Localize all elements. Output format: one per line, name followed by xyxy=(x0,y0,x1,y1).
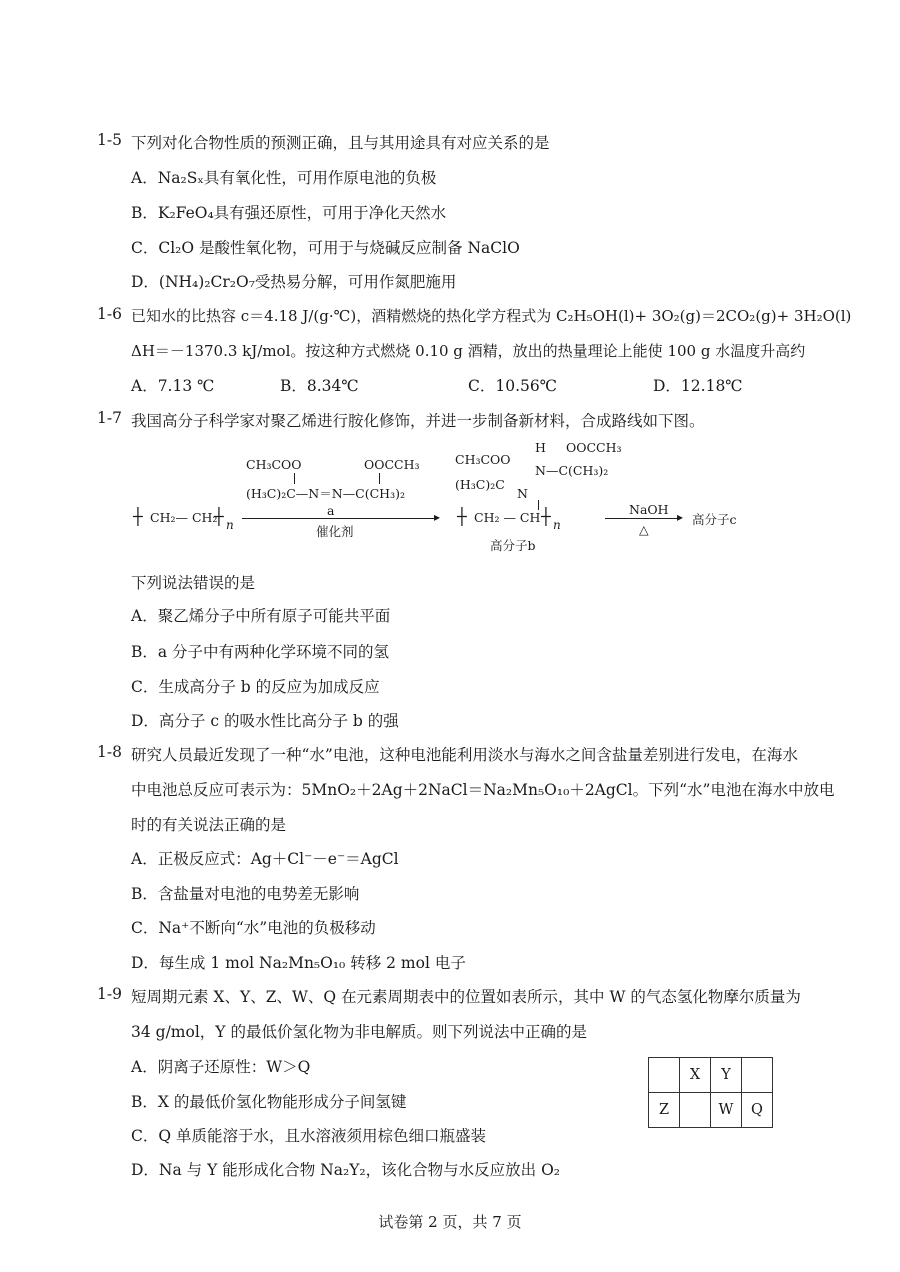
table-cell: W xyxy=(711,1093,742,1128)
product-label: 高分子b xyxy=(490,538,536,553)
option-d: D．(NH₄)₂Cr₂O₇受热易分解，可用作氮肥施用 xyxy=(131,273,457,291)
product-oocch3: OOCCH₃ xyxy=(566,440,622,455)
option-a: A．正极反应式：Ag＋Cl⁻－e⁻＝AgCl xyxy=(131,850,399,868)
question-stem-line2: ΔH＝－1370.3 kJ/mol。按这种方式燃烧 0.10 g 酒精，放出的热量理论上能使 100 g 水温度升高约 xyxy=(131,342,806,360)
reaction-arrow xyxy=(605,518,681,519)
product-backbone: CH₂ — CH xyxy=(474,510,541,525)
option-b: B．K₂FeO₄具有强还原性，可用于净化天然水 xyxy=(131,204,447,222)
arrow-reagent-label: a xyxy=(327,503,335,518)
question-substem: 下列说法错误的是 xyxy=(131,574,256,592)
table-cell: Y xyxy=(711,1058,742,1093)
product-n: N xyxy=(517,486,528,501)
reagent-oocch3: OOCCH₃ xyxy=(364,457,420,472)
table-cell: Z xyxy=(649,1093,680,1128)
option-c: C．Cl₂O 是酸性氧化物，可用于与烧碱反应制备 NaClO xyxy=(131,239,520,257)
product-h: H xyxy=(535,440,546,455)
table-cell: X xyxy=(680,1058,711,1093)
arrow-head: ▸ xyxy=(677,510,684,524)
bracket-open: ┼ xyxy=(457,507,467,526)
reagent-main: (H₃C)₂C—N＝N—C(CH₃)₂ xyxy=(246,486,405,501)
bracket-open: ┼ xyxy=(133,507,143,526)
table-row xyxy=(649,1093,773,1128)
question-stem: 短周期元素 X、Y、Z、W、Q 在元素周期表中的位置如表所示，其中 W 的气态氢化物摩尔质量为 xyxy=(131,988,801,1006)
question-stem: 研究人员最近发现了一种“水”电池，这种电池能利用淡水与海水之间含盐量差别进行发电，在海水 xyxy=(131,746,798,764)
table-row xyxy=(649,1058,773,1093)
polymer-start: CH₂— CH₂ xyxy=(150,510,218,525)
question-stem-line3: 时的有关说法正确的是 xyxy=(131,816,287,834)
reaction-arrow xyxy=(242,518,438,519)
option-c: C．10.56℃ xyxy=(468,377,558,395)
question-stem: 我国高分子科学家对聚乙烯进行胺化修饰，并进一步制备新材料，合成路线如下图。 xyxy=(131,412,705,430)
question-number: 1-8 xyxy=(97,743,122,761)
reagent-ch3coo: CH₃COO xyxy=(246,457,302,472)
product-ch3coo: CH₃COO xyxy=(455,452,511,467)
question-stem: 已知水的比热容 c＝4.18 J/(g·℃)，酒精燃烧的热化学方程式为 C₂H₅OH(l)+ 3O₂(g)＝2CO₂(g)+ 3H₂O(l) xyxy=(131,307,852,325)
question-number: 1-7 xyxy=(97,409,122,427)
question-number: 1-5 xyxy=(97,131,122,149)
table-cell xyxy=(742,1058,773,1093)
arrow-naoh-label: NaOH xyxy=(629,502,669,517)
product-n-right: N—C(CH₃)₂ xyxy=(535,463,609,478)
periodic-table-excerpt xyxy=(648,1057,773,1128)
option-a: A．阴离子还原性：W＞Q xyxy=(131,1058,311,1076)
bond-line xyxy=(538,500,539,510)
repeat-n: n xyxy=(553,518,561,532)
option-c: C．Q 单质能溶于水，且水溶液须用棕色细口瓶盛装 xyxy=(131,1127,486,1145)
option-c: C．Na⁺不断向“水”电池的负极移动 xyxy=(131,919,376,937)
option-d: D．高分子 c 的吸水性比高分子 b 的强 xyxy=(131,712,399,730)
question-number: 1-6 xyxy=(97,305,122,323)
table-cell xyxy=(649,1058,680,1093)
product-left: (H₃C)₂C xyxy=(455,477,505,492)
bond-line xyxy=(379,473,380,484)
option-a: A．7.13 ℃ xyxy=(131,377,215,395)
table-cell xyxy=(680,1093,711,1128)
final-product: 高分子c xyxy=(692,512,737,527)
arrow-head: ▸ xyxy=(434,510,441,524)
bracket-close: ┼ xyxy=(541,507,551,526)
bond-line xyxy=(294,473,295,484)
option-b: B．X 的最低价氢化物能形成分子间氢键 xyxy=(131,1093,407,1111)
option-b: B．a 分子中有两种化学环境不同的氢 xyxy=(131,643,390,661)
option-d: D．Na 与 Y 能形成化合物 Na₂Y₂，该化合物与水反应放出 O₂ xyxy=(131,1161,560,1179)
question-number: 1-9 xyxy=(97,985,122,1003)
bracket-close: ┼ xyxy=(214,507,224,526)
option-b: B．8.34℃ xyxy=(280,377,359,395)
option-b: B．含盐量对电池的电势差无影响 xyxy=(131,885,360,903)
option-a: A．聚乙烯分子中所有原子可能共平面 xyxy=(131,607,391,625)
option-d: D．每生成 1 mol Na₂Mn₅O₁₀ 转移 2 mol 电子 xyxy=(131,954,466,972)
question-stem: 下列对化合物性质的预测正确，且与其用途具有对应关系的是 xyxy=(131,134,550,152)
arrow-heat-label: △ xyxy=(639,522,649,537)
arrow-catalyst-label: 催化剂 xyxy=(316,524,354,539)
question-stem-line2: 34 g/mol，Y 的最低价氢化物为非电解质。则下列说法中正确的是 xyxy=(131,1023,587,1041)
table-cell: Q xyxy=(742,1093,773,1128)
repeat-n: n xyxy=(226,518,234,532)
question-stem-line2: 中电池总反应可表示为：5MnO₂＋2Ag＋2NaCl＝Na₂Mn₅O₁₀＋2AgCl。下列“水”电池在海水中放电 xyxy=(131,781,835,799)
option-a: A．Na₂Sₓ具有氧化性，可用作原电池的负极 xyxy=(131,169,437,187)
option-d: D．12.18℃ xyxy=(653,377,743,395)
page-footer: 试卷第 2 页，共 7 页 xyxy=(378,1213,522,1231)
option-c: C．生成高分子 b 的反应为加成反应 xyxy=(131,678,380,696)
